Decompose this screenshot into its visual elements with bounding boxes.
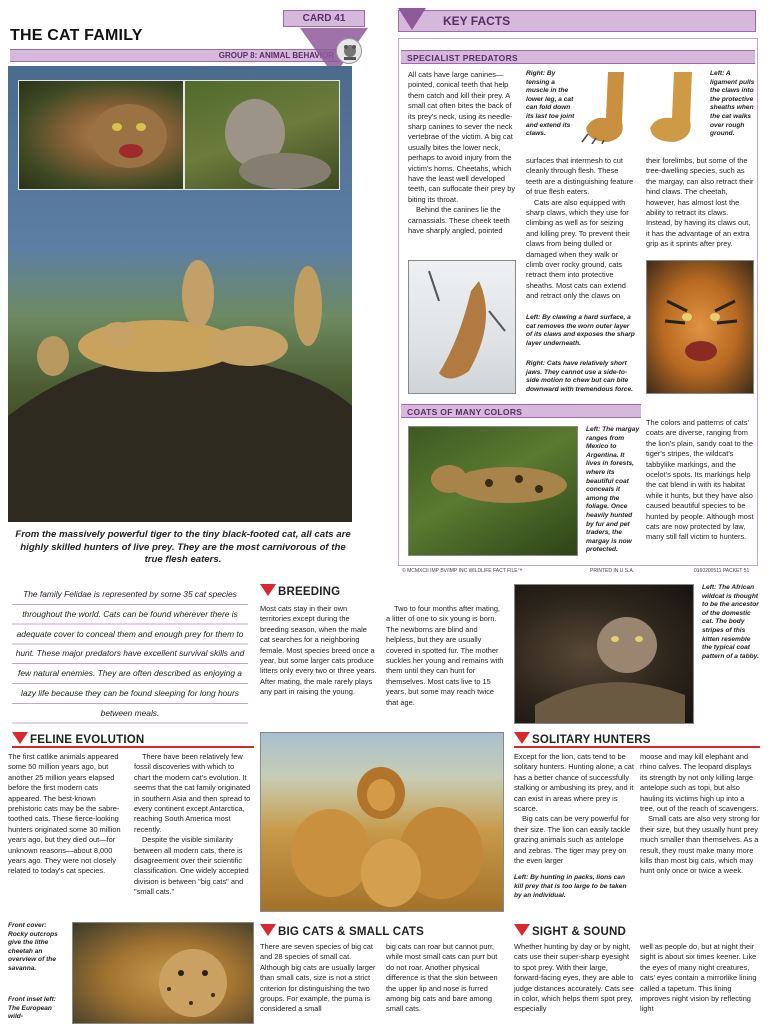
- breeding-title: BREEDING: [278, 586, 341, 598]
- front-cover-caption: Front cover: Rocky outcrops give the lithe cheetah an overview of the savanna.: [8, 922, 58, 972]
- breeding-arrow-icon: [260, 584, 276, 596]
- evolution-col1: The first catlike animals appeared some 50 million years ago, but another 25 million years elapsed before the first modern cats appeared. The best-known prehistoric cats may be the sabre-toothed cats. These fierce-looking hunters originated some 30 million years ago, but they died out—for unknown reasons—about 8,000 years ago. They were not closely related to today's cat species.: [8, 752, 121, 876]
- claw-retract-caption: Left: A ligament pulls the claws into the protective sheaths when the cat walks over rough ground.: [710, 70, 755, 138]
- bigsmall-col1: There are seven species of big cat and 28 species of small cat. Although big cats are usually larger than small cats, size is not a strict criterion for distinguishing the two groups. For example, the puma is considered a small: [260, 942, 376, 1014]
- specialist-col3-para: their forelimbs, but some of the tree-dwelling species, such as the margay, can also retract their hind claws. The cheetah, however, has almost lost the ability to retract its claws. Instead, by having its claws out, it has the advantage of an extra grip as it sprints after prey.: [646, 156, 754, 249]
- sight-section: [514, 924, 760, 940]
- african-wildcat-kitten-photo: [514, 584, 694, 724]
- bigsmall-title: BIG CATS & SMALL CATS: [278, 926, 425, 938]
- evolution-title: FELINE EVOLUTION: [30, 734, 145, 746]
- specialist-col2: [526, 156, 636, 302]
- solitary-col2-para2: Small cats are also very strong for their size, but they usually hunt prey much smaller than themselves. As a result, they must make many more kills than most big cats, which may hunt only once or twice a week.: [640, 814, 760, 876]
- solitary-col1-para2: Big cats can be very powerful for their size. The lion can easily tackle grazing animals such as antelope and zebras. The tiger may prey on the even larger: [514, 814, 631, 866]
- hero-caption: From the massively powerful tiger to the tiny black-footed cat, all cats are highly skilled hunters of live prey. They are the most carnivorous of the true flesh eaters.: [15, 529, 351, 566]
- sight-col2: well as people do, but at night their sight is about six times keener. Like the eyes of many night creatures, cats' eyes contain a mirrorlike lining called a tapetum. This lining improves night vision by reflecting light: [640, 942, 757, 1014]
- front-inset-caption: Front inset left: The European wild-: [8, 996, 56, 1021]
- evolution-heading: [12, 732, 254, 748]
- bigsmall-col2: big cats can roar but cannot purr, while most small cats can purr but do not roar. Another physical difference is that the skin between the upper lip and nose is furred among big cats and bare among small cats.: [386, 942, 498, 1014]
- margay-photo: [408, 426, 578, 556]
- solitary-heading: [514, 732, 760, 748]
- margay-caption: Left: The margay ranges from Mexico to Argentina. It lives in forests, where its beautiful coat conceals it among the foliage. Once heavily hunted by fur and pet traders, the margay is now protected.: [586, 426, 640, 554]
- group-label: GROUP 8: ANIMAL BEHAVIOR: [218, 51, 334, 60]
- breeding-section: [260, 584, 506, 600]
- breeding-col2: Two to four months after mating, a litter of one to six young is born. The newborns are blind and helpless, but they are usually covered in spotted fur. The mother suckles her young and remains with them until they can hunt for themselves. Most cats live to 15 years, but some may reach twice that age.: [386, 604, 504, 707]
- solitary-col1-para1: Except for the lion, cats tend to be solitary hunters. Hunting alone, a cat has a better chance of successfully stalking or ambushing its prey, and it can exist in areas where prey is scarce.: [514, 752, 634, 814]
- copyright-line: © MCMXCII IMP BV/IMP INC WILDLIFE FACT FILE™: [402, 568, 523, 574]
- specialist-col2-para2: Cats are also equipped with sharp claws, which they use for climbing as well as for seizing and killing prey. To prevent their claws from being dulled or damaged when they walk or climb over rocky ground, cats retract them into protective sheaths. Most cats can extend and retract only the claws on: [526, 197, 630, 301]
- specialist-predators-title: SPECIALIST PREDATORS: [407, 53, 519, 63]
- animal-behavior-icon: [336, 38, 362, 64]
- evolution-col2-para2: Despite the visible similarity between all modern cats, there is disagreement over their scientific classification. One widely accepted division is between "big cats" and "small cats.": [134, 835, 249, 897]
- evolution-col2: [134, 752, 252, 898]
- packet-code: 0160200511 PACKET 51: [694, 568, 750, 574]
- solitary-col2-para1: moose and may kill elephant and rhino calves. The leopard displays its strength by not only killing large antelope such as topi, but also hauling its victims high up into a tree, out of the reach of scavengers.: [640, 752, 759, 814]
- coats-colors-bar: [401, 404, 641, 418]
- tiger-face-photo: [646, 260, 754, 394]
- specialist-col2-para1: surfaces that intermesh to cut cleanly through flesh. These teeth are a distinguishing feature of true flesh eaters.: [526, 156, 634, 197]
- breeding-col1: Most cats stay in their own territories except during the breeding season, when the male cat searches for a neighboring female. Most species breed once a year, but some larger cats produce litters only every two or three years. After mating, the male rarely plays any part in raising the young.: [260, 604, 377, 697]
- claw-retracted-paw-image: [640, 72, 706, 144]
- printed-line: PRINTED IN U.S.A.: [590, 568, 635, 574]
- intro-paragraph: The family Felidae is represented by some 35 cat species throughout the world. Cats can be found wherever there is adequate cover to conceal them and enough prey for them to hunt. These major predators have excellent survival skills and few natural enemies. They are often described as enjoying a lazy life because they can be found sleeping for long hours between meals.: [12, 585, 248, 724]
- cheetah-cover-photo: [72, 922, 254, 1024]
- solitary-arrow-icon: [514, 732, 530, 744]
- cheetahs-on-mound-photo: [8, 236, 352, 522]
- coats-colors-title: COATS OF MANY COLORS: [407, 407, 523, 417]
- lynx-photo: [184, 80, 340, 190]
- sight-title: SIGHT & SOUND: [532, 926, 626, 938]
- solitary-col2: [640, 752, 760, 877]
- claw-extend-caption: Right: By tensing a muscle in the lower leg, a cat can fold down its last toe joint and extend its claws.: [526, 70, 575, 138]
- cat-scratching-photo: [408, 260, 516, 394]
- key-facts-corner-arrow: [398, 8, 426, 30]
- hero-photo-panel: [8, 66, 352, 522]
- wildcat-snarling-photo: [18, 80, 184, 190]
- card-number: CARD 41: [302, 13, 346, 24]
- card-title: THE CAT FAMILY: [10, 27, 143, 44]
- tiger-jaw-caption: Right: Cats have relatively short jaws. They cannot use a side-to-side motion to chew but can bite downward with tremendous force.: [526, 360, 633, 393]
- group-bar: [10, 49, 342, 62]
- coats-text: The colors and patterns of cats' coats are diverse, ranging from the lion's plain, sandy coat to the tiger's stripes, the wildcat's tabbylike markings, and the ocelot's spots. Its markings help the cat blend in with its habitat while it hunts, but they have also caused beautiful species to be hunted by people. Although most cats are now protected by law, many still fall victim to hunters.: [646, 418, 754, 542]
- specialist-predators-bar: [401, 50, 755, 64]
- evolution-section: [12, 732, 254, 748]
- specialist-col1-para2: Behind the canines lie the carnassials. These cheek teeth have sharply angled, pointed: [408, 205, 510, 236]
- lion-pride-photo: [260, 732, 504, 912]
- bigsmall-arrow-icon: [260, 924, 276, 936]
- sight-arrow-icon: [514, 924, 530, 936]
- lions-hunting-caption: Left: By hunting in packs, lions can kill prey that is too large to be taken by an individual.: [514, 874, 627, 899]
- bigsmall-section: [260, 924, 506, 940]
- evolution-col2-para1: There have been relatively few fossil discoveries with which to chart the modern cat's evolution. It seems that the cat family originated in southern Asia and then spread to every continent except Antarctica, reaching South America most recently.: [134, 752, 251, 834]
- bigsmall-heading: [260, 924, 506, 940]
- evolution-arrow-icon: [12, 732, 28, 744]
- specialist-col3: [646, 156, 754, 250]
- sight-col1: Whether hunting by day or by night, cats use their super-sharp eyesight to spot prey. With their large, forward-facing eyes, they are able to judge distances accurately. Cats see in color, which helps them spot prey, especially: [514, 942, 634, 1014]
- solitary-section: [514, 732, 760, 748]
- card-number-tab: [283, 10, 365, 27]
- specialist-col1-para1: All cats have large canines—pointed, conical teeth that help them catch and kill their prey. A small cat often bites the back of its prey's neck, using its needle-sharp canines to sever the neck vertebrae of the victim. A big cat usually bites the lower neck, perhaps to avoid injury from the victim's horns. Cheetahs, which have the least well developed teeth, can suffocate their prey by biting its throat.: [408, 70, 516, 204]
- wildcat-caption: Left: The African wildcat is thought to be the ancestor of the domestic cat. The body stripes of this kitten resemble the typical coat pattern of a tabby.: [702, 584, 759, 660]
- key-facts-title: KEY FACTS: [443, 14, 511, 28]
- breeding-heading: [260, 584, 506, 600]
- solitary-col1: [514, 752, 634, 900]
- claw-extended-paw-image: [578, 72, 638, 144]
- specialist-col1: [408, 70, 520, 237]
- sight-heading: [514, 924, 760, 940]
- key-facts-header: [398, 10, 756, 32]
- solitary-title: SOLITARY HUNTERS: [532, 734, 651, 746]
- scratching-caption: Left: By clawing a hard surface, a cat removes the worn outer layer of its claws and exposes the sharp layer underneath.: [526, 314, 635, 347]
